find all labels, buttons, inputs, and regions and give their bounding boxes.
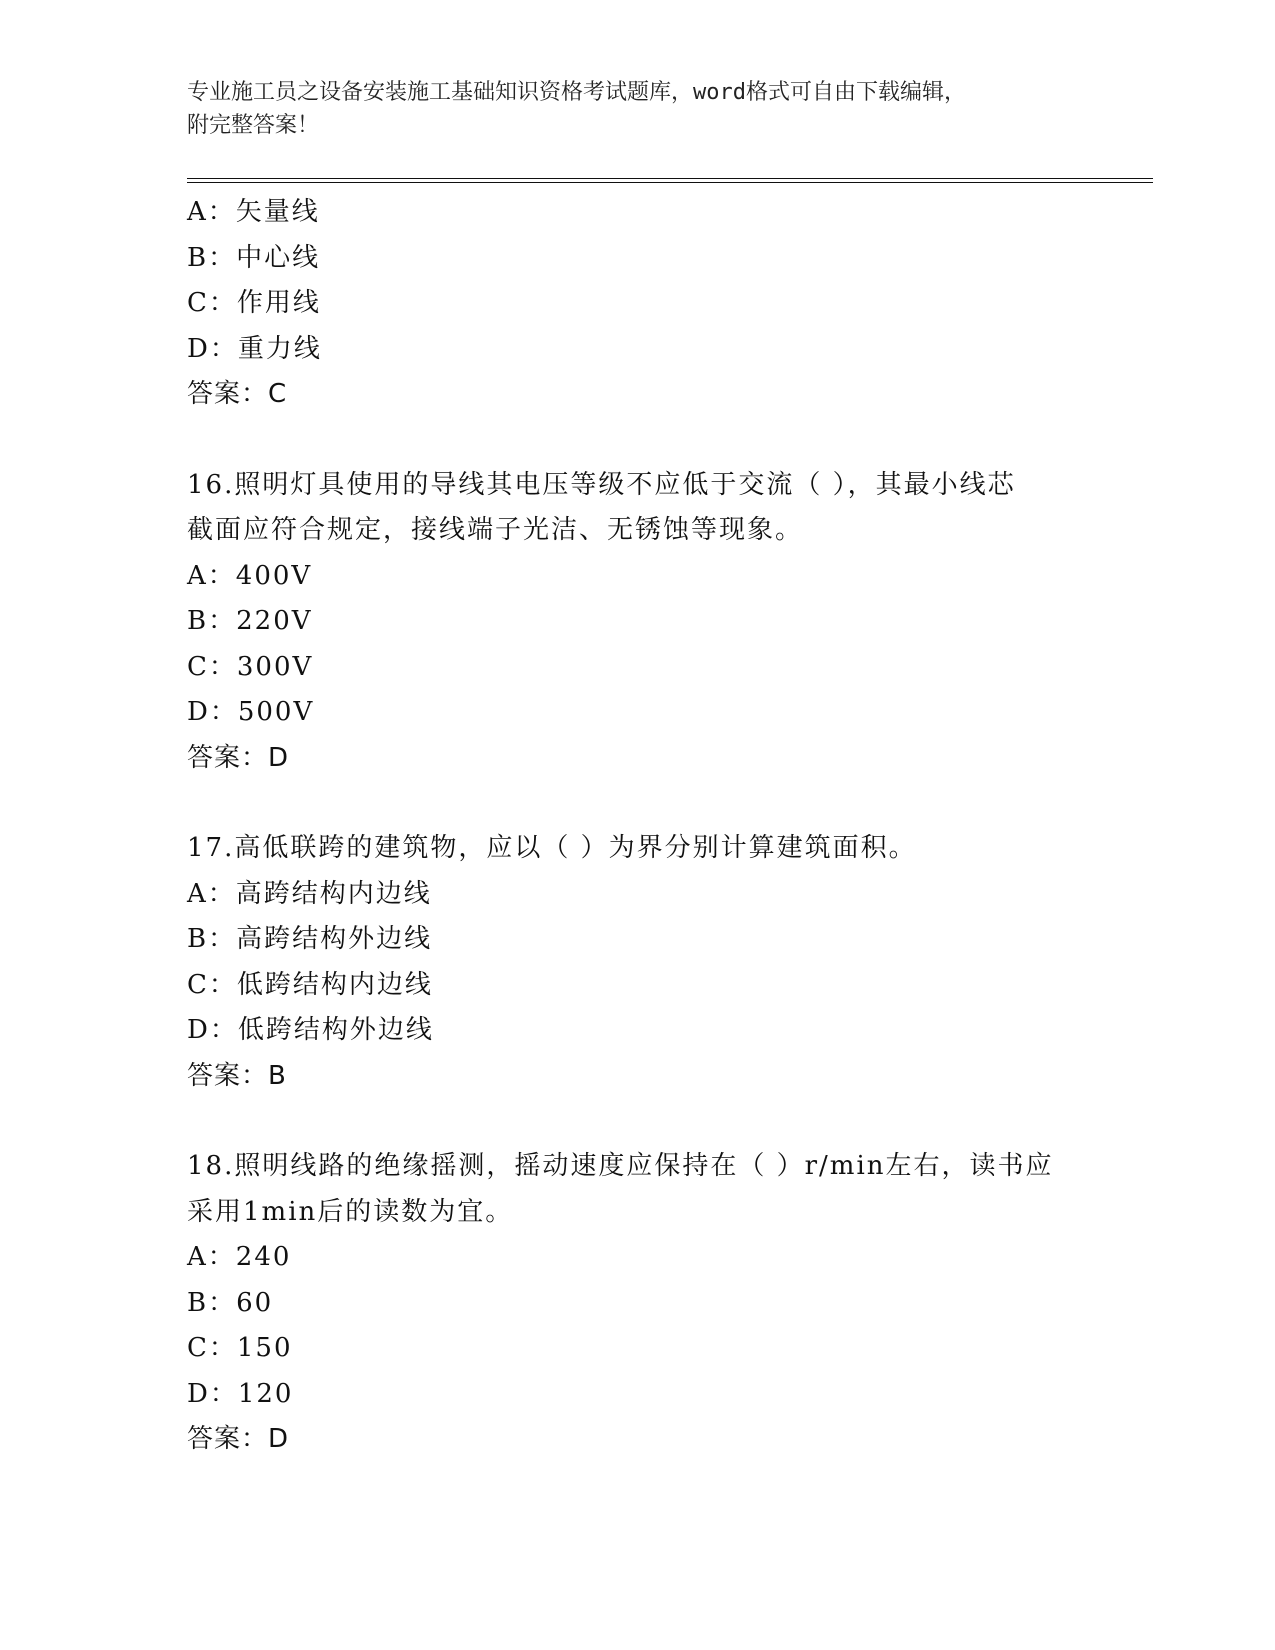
answer-label: 答案：C <box>187 379 288 409</box>
option-a: A：高跨结构内边线 <box>187 878 432 909</box>
option-c: C：作用线 <box>187 288 321 318</box>
answer-label: 答案：D <box>187 742 290 773</box>
option-a: A：矢量线 <box>187 197 320 227</box>
question-text-line-1: 18.照明线路的绝缘摇测，摇动速度应保持在（ ）r/min左右，读书应 <box>187 1151 1054 1181</box>
answer-label: 答案：D <box>187 1424 290 1454</box>
option-a: A：240 <box>187 1242 292 1272</box>
question-15 <box>187 190 1153 418</box>
option-b: B：220V <box>187 606 313 636</box>
header-line-2: 附完整答案！ <box>187 113 320 138</box>
header-line-1: 专业施工员之设备安装施工基础知识资格考试题库，word格式可自由下载编辑， <box>187 80 966 105</box>
option-d: D：500V <box>187 697 315 727</box>
option-b: B：高跨结构外边线 <box>187 924 433 954</box>
spacer <box>187 781 1153 826</box>
question-text-line-1: 17.高低联跨的建筑物，应以（ ）为界分别计算建筑面积。 <box>187 833 917 863</box>
question-18 <box>187 1144 1153 1463</box>
question-text-line-2: 截面应符合规定，接线端子光洁、无锈蚀等现象。 <box>187 515 804 545</box>
question-17 <box>187 826 1153 1099</box>
header-divider <box>187 178 1153 183</box>
spacer <box>187 1099 1153 1144</box>
option-c: C：低跨结构内边线 <box>187 969 433 1000</box>
option-d: D：重力线 <box>187 333 322 364</box>
option-d: D：低跨结构外边线 <box>187 1015 434 1045</box>
answer-label: 答案：B <box>187 1060 287 1091</box>
document-header <box>187 76 1067 142</box>
option-c: C：150 <box>187 1333 293 1363</box>
question-list <box>187 190 1153 1463</box>
option-a: A：400V <box>187 560 313 591</box>
question-text-line-2: 采用1min后的读数为宜。 <box>187 1196 514 1227</box>
question-16 <box>187 463 1153 782</box>
option-b: B：中心线 <box>187 242 321 273</box>
option-b: B：60 <box>187 1287 274 1318</box>
option-d: D：120 <box>187 1378 294 1409</box>
option-c: C：300V <box>187 651 314 682</box>
question-text-line-1: 16.照明灯具使用的导线其电压等级不应低于交流（ ），其最小线芯 <box>187 469 1016 500</box>
spacer <box>187 418 1153 463</box>
